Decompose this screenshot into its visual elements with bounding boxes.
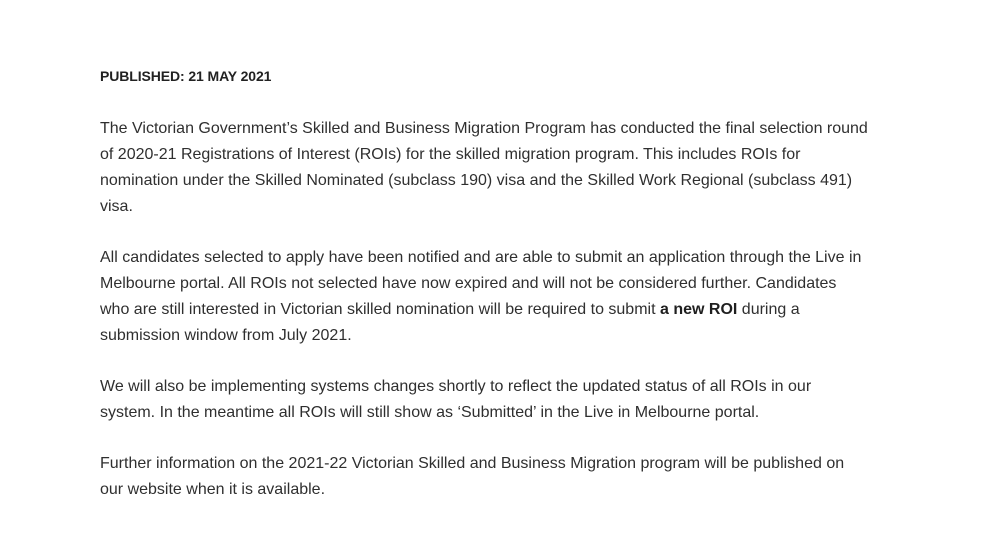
paragraph-further-information: Further information on the 2021-22 Victorian Skilled and Business Migration program will be published on our website when it is available. xyxy=(100,455,845,498)
paragraph-candidates-notified xyxy=(100,245,870,349)
paragraph-text: All candidates selected to apply have been notified and are able to submit an application through the Live in Melbourne portal. All ROIs not selected have now expired and will not be considered further. Candidates who are still interested in Victorian skilled nomination will be required to submit xyxy=(100,249,862,318)
paragraph-selection-round: The Victorian Government’s Skilled and Business Migration Program has conducted the final selection round of 2020-21 Registrations of Interest (ROIs) for the skilled migration program. This includes ROIs for nomination under the Skilled Nominated (subclass 190) visa and the Skilled Work Regional (subclass 491) visa. xyxy=(100,120,868,215)
paragraph-system-changes: We will also be implementing systems changes shortly to reflect the updated status of all ROIs in our system. In the meantime all ROIs will still show as ‘Submitted’ in the Live in Melbourne portal. xyxy=(100,378,812,421)
paragraph-text: during a submission window from July 2021. xyxy=(100,301,800,344)
new-roi-emphasis: a new ROI xyxy=(659,301,738,318)
published-date: PUBLISHED: 21 MAY 2021 xyxy=(100,68,272,84)
